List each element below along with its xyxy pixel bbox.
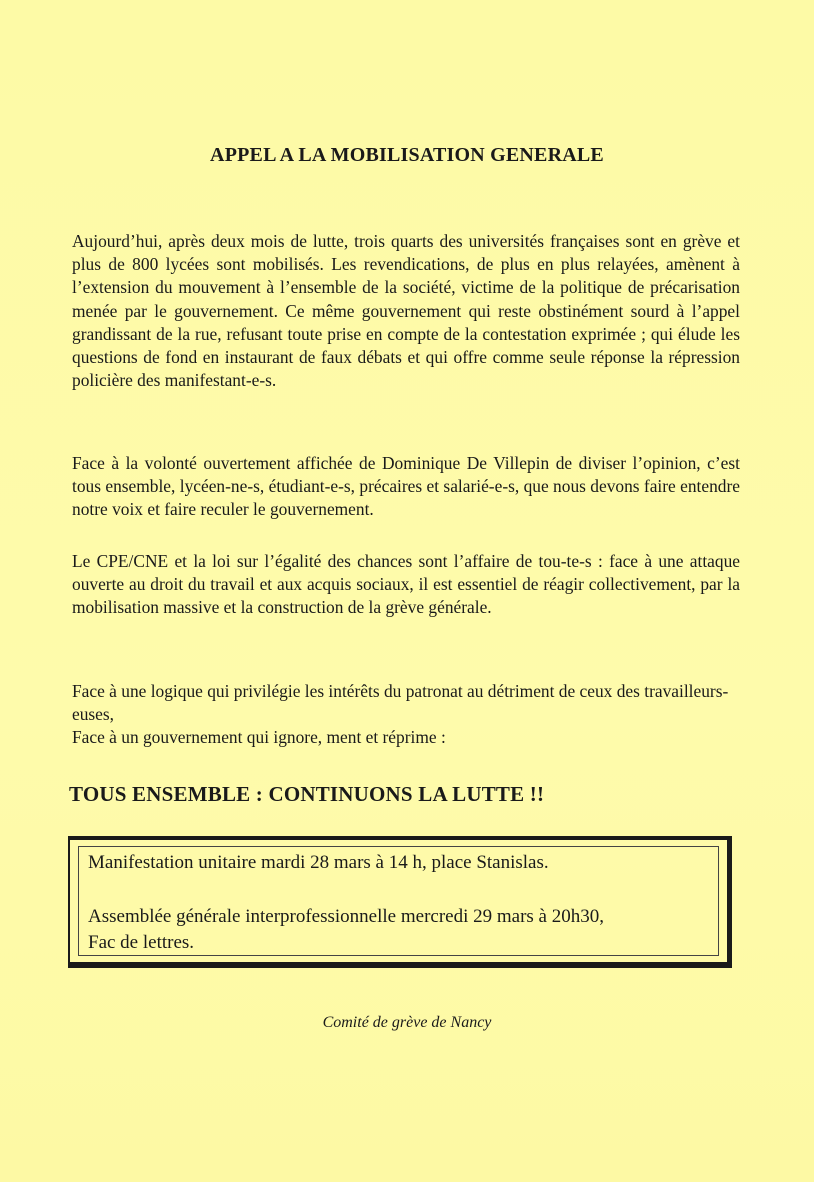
paragraph-unity: Face à la volonté ouvertement affichée de Dominique De Villepin de diviser l’opinion, c’est tous ensemble, lycéen-ne-s, étudiant-e-s, précaires et salarié-e-s, que nous devons faire entendre notre voix et faire reculer le gouvernement. (72, 453, 740, 520)
announcement-assemblee: Assemblée générale interprofessionnelle mercredi 29 mars à 20h30, (88, 906, 604, 927)
announcement-manifestation: Manifestation unitaire mardi 28 mars à 14 h, place Stanislas. (88, 852, 549, 873)
paragraph-cpe-cne: Le CPE/CNE et la loi sur l’égalité des chances sont l’affaire de tou-te-s : face à une attaque ouverte au droit du travail et aux acquis sociaux, il est essentiel de réagir collectivement, par la mobilisation massive et la construction de la grève générale. (72, 551, 740, 618)
closing-line-patronat: Face à une logique qui privilégie les intérêts du patronat au détriment de ceux des travailleurs-euses, (72, 681, 729, 725)
slogan: TOUS ENSEMBLE : CONTINUONS LA LUTTE !! (69, 782, 545, 806)
flyer-title: APPEL A LA MOBILISATION GENERALE (210, 144, 604, 166)
closing-lines (72, 680, 740, 750)
signature: Comité de grève de Nancy (322, 1014, 492, 1031)
closing-line-gouvernement: Face à un gouvernement qui ignore, ment et réprime : (72, 727, 446, 748)
paragraph-situation: Aujourd’hui, après deux mois de lutte, trois quarts des universités françaises sont en grève et plus de 800 lycées sont mobilisés. Les revendications, de plus en plus relayées, amènent à l’extension du mouvement à l’ensemble de la société, victime de la politique de précarisation menée par le gouvernement. Ce même gouvernement qui reste obstinément sourd à l’appel grandissant de la rue, refusant toute prise en compte de la contestation exprimée ; qui élude les questions de fond en instaurant de faux débats et qui offre comme seule réponse la répression policière des manifestant-e-s. (72, 231, 740, 391)
announcement-location: Fac de lettres. (88, 932, 195, 953)
